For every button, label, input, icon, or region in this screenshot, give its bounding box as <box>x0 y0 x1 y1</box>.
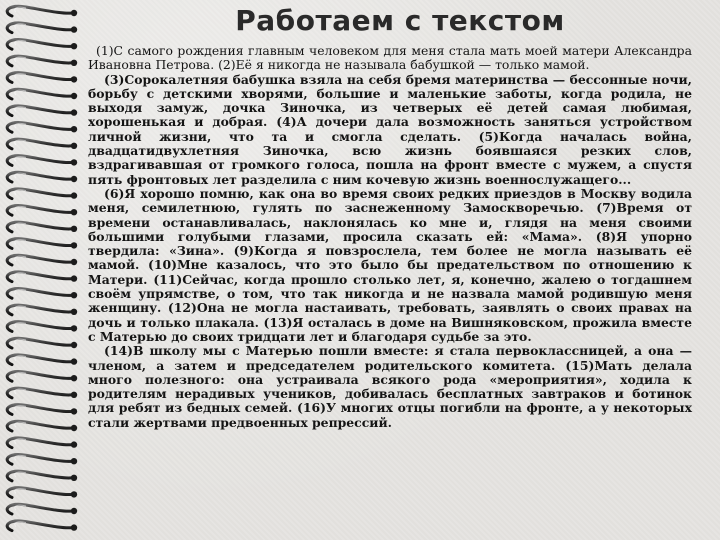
ring-shine <box>15 289 26 294</box>
ring-shine <box>15 455 26 460</box>
binding-hole <box>71 475 77 481</box>
ring-shine <box>15 323 26 328</box>
reading-text <box>88 44 692 430</box>
binding-hole <box>71 143 77 149</box>
ring-shine <box>15 7 26 12</box>
ring-shine <box>15 140 26 145</box>
ring-shine <box>15 356 26 361</box>
binding-hole <box>71 275 77 281</box>
binding-hole <box>71 259 77 265</box>
binding-hole <box>71 93 77 99</box>
binding-hole <box>71 109 77 115</box>
ring-shine <box>15 439 26 444</box>
ring-shine <box>15 472 26 477</box>
binding-hole <box>71 26 77 32</box>
ring-shine <box>15 157 26 162</box>
slide-title: Работаем с текстом <box>235 4 565 37</box>
binding-hole <box>71 309 77 315</box>
binding-hole <box>71 375 77 381</box>
ring-shine <box>15 107 26 112</box>
binding-hole <box>71 358 77 364</box>
ring-shine <box>15 522 26 527</box>
binding-hole <box>71 392 77 398</box>
paragraph-4: (14)В школу мы с Матерью пошли вместе: я стала первоклассницей, а она — членом, а затем и председателем родительского комитета. (15)Мать делала много полезного: она устраивала всякого рода «мероприятия», ходила к родителям нерадивых учеников, добивалась бесплатных завтраков и ботинок для ребят из бедных семей. (16)У многих отцы погибли на фронте, а у некоторых стали жертвами предвоенных репрессий. <box>88 343 692 430</box>
ring-shine <box>15 372 26 377</box>
binding-hole <box>71 192 77 198</box>
binding-hole <box>71 242 77 248</box>
ring-shine <box>15 273 26 278</box>
binding-hole <box>71 159 77 165</box>
binding-hole <box>71 524 77 530</box>
ring-shine <box>15 24 26 29</box>
ring-shine <box>15 240 26 245</box>
ring-shine <box>15 489 26 494</box>
binding-hole <box>71 441 77 447</box>
paragraph-3: (6)Я хорошо помню, как она во время своих редких приездов в Москву водила меня, семилетнюю, гулять по заснеженному Замоскворечью. (7)Время от времени останавливалась, наклонялась ко мне и, глядя на меня своими большими голубыми глазами, просила сказать ей: «Мама». (8)Я упорно твердила: «Зина». (9)Когда я повзрослела, тем более не могла называть её мамой. (10)Мне казалось, что это было бы предательством по отношению к Матери. (11)Сейчас, когда прошло столько лет, я, конечно, жалею о тогдашнем своём упрямстве, о том, что так никогда и не назвала мамой родившую меня женщину. (12)Она не могла настаивать, требовать, заявлять о своих правах на дочь и только плакала. (13)Я осталась в доме на Вишняковском, прожила вместе с Матерью до своих тридцати лет и благодаря судьбе за это. <box>88 185 692 344</box>
ring-shine <box>15 406 26 411</box>
ring-shine <box>15 339 26 344</box>
binding-hole <box>71 60 77 66</box>
ring-shine <box>15 422 26 427</box>
spiral-binding-icon <box>0 0 86 540</box>
ring-shine <box>15 190 26 195</box>
ring-shine <box>15 306 26 311</box>
ring-shine <box>15 223 26 228</box>
ring-shine <box>15 40 26 45</box>
ring-shine <box>15 173 26 178</box>
binding-hole <box>71 292 77 298</box>
binding-hole <box>71 176 77 182</box>
ring-shine <box>15 505 26 510</box>
ring-shine <box>15 389 26 394</box>
ring-shine <box>15 206 26 211</box>
binding-hole <box>71 10 77 16</box>
binding-hole <box>71 508 77 514</box>
binding-hole <box>71 408 77 414</box>
paragraph-1: (1)С самого рождения главным человеком для меня стала мать моей матери Александра Ивановна Петрова. (2)Её я никогда не называла бабушкой — только мамой. <box>88 43 692 73</box>
binding-hole <box>71 226 77 232</box>
ring-shine <box>15 74 26 79</box>
ring-shine <box>15 57 26 62</box>
ring-shine <box>15 256 26 261</box>
binding-hole <box>71 425 77 431</box>
binding-hole <box>71 491 77 497</box>
ring-shine <box>15 123 26 128</box>
binding-hole <box>71 126 77 132</box>
ring-shine <box>15 90 26 95</box>
binding-hole <box>71 76 77 82</box>
binding-hole <box>71 342 77 348</box>
binding-hole <box>71 458 77 464</box>
binding-hole <box>71 209 77 215</box>
binding-hole <box>71 43 77 49</box>
paragraph-2: (3)Сорокалетняя бабушка взяла на себя бремя материнства — бессонные ночи, борьбу с детскими хворями, большие и маленькие заботы, когда родила, не выходя замуж, дочка Зиночка, из четверых её детей самая любимая, хорошенькая и добрая. (4)А дочери дала возможность заняться устройством личной жизни, что та и смогла сделать. (5)Когда началась война, двадцатидвухлетняя Зиночка, всю жизнь боявшаяся резких слов, вздрагивавшая от громкого голоса, пошла на фронт вместе с мужем, а спустя пять фронтовых лет разделила с ним кочевую жизнь военнослужащего... <box>88 71 692 187</box>
binding-hole <box>71 325 77 331</box>
